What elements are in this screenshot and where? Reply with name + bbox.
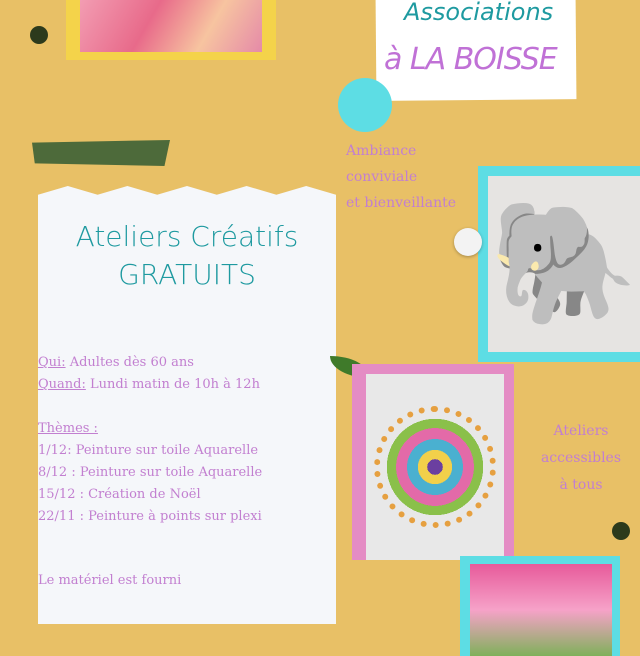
card-title-line: GRATUITS: [118, 258, 256, 291]
theme-item: 8/12 : Peinture sur toile Aquarelle: [38, 465, 263, 480]
theme-item: 22/11 : Peinture à points sur plexi: [38, 509, 262, 524]
flower-painting-photo: [460, 556, 620, 656]
top-painting-photo: [66, 0, 276, 60]
accessibles-line: accessibles: [540, 450, 622, 466]
theme-item: 1/12: Peinture sur toile Aquarelle: [38, 443, 259, 458]
material-note: Le matériel est fourni: [38, 573, 182, 588]
title-la-boisse: à LA BOISSE: [384, 42, 557, 77]
card-details: [38, 352, 262, 592]
mandala-icon: [374, 406, 496, 528]
ambiance-line: Ambiance: [346, 143, 417, 159]
qui-value: Adultes dès 60 ans: [65, 355, 194, 370]
decorative-sequin: [30, 26, 48, 44]
quand-label: Quand:: [38, 377, 86, 392]
card-title-line: Ateliers Créatifs: [75, 220, 299, 253]
ambiance-line: et bienveillante: [346, 195, 457, 211]
decorative-pin: [454, 228, 482, 256]
themes-label: Thèmes :: [38, 421, 98, 436]
decorative-tape: [32, 140, 170, 166]
accessibles-line: à tous: [559, 477, 603, 493]
mandala-photo: [352, 364, 514, 560]
quand-line: [38, 374, 262, 396]
qui-line: [38, 352, 262, 374]
quand-value: Lundi matin de 10h à 12h: [85, 377, 260, 392]
qui-label: Qui:: [38, 355, 66, 370]
accessibles-note: [524, 418, 638, 499]
elephant-icon: 🐘: [488, 176, 640, 352]
accessibles-line: Ateliers: [553, 423, 609, 439]
decorative-circle: [338, 78, 392, 132]
theme-item: 15/12 : Création de Noël: [38, 487, 201, 502]
ambiance-line: conviviale: [346, 169, 418, 185]
title-associations: Associations: [404, 0, 554, 26]
ambiance-note: [346, 138, 456, 216]
decorative-sequin: [612, 522, 630, 540]
card-title: [38, 218, 336, 294]
elephant-drawing-photo: [478, 166, 640, 362]
